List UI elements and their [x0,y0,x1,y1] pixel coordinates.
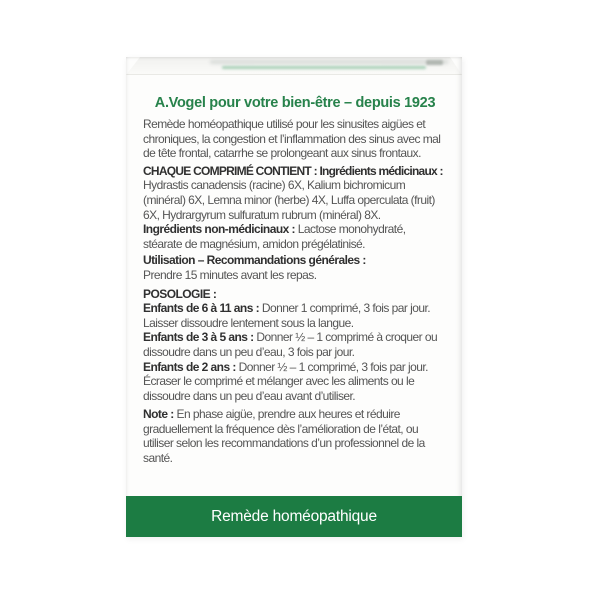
note-label: Note : [143,407,174,422]
posology-item-3-5-label: Enfants de 3 à 5 ans : [143,330,254,345]
bottom-band [126,496,462,537]
posology-item-3-5 [143,330,447,359]
note-paragraph [143,407,447,465]
posology-heading [143,287,447,302]
medicinal-ingredients-text: Hydrastis canadensis (racine) 6X, Kalium bichromicum (minéral) 6X, Lemna minor (herbe) 4X, Luffa operculata (fruit) 6X, Hydrargyrum sulfuratum rubrum (minéral) 8X. [143,178,435,222]
posology-label: POSOLOGIE : [143,286,217,301]
usage-text: Prendre 15 minutes avant les repas. [143,267,317,282]
lid-print-smudge-dark [426,60,443,65]
nonmedicinal-ingredients-text: Lactose monohydraté, stéarate de magnésium, amidon prégélatinisé. [143,222,406,251]
lid-print-smudge-green [222,66,426,69]
usage-heading [143,253,447,268]
contains-heading [143,164,447,179]
brand-tagline: A.Vogel pour votre bien-être – depuis 1923 [154,95,436,111]
nonmedicinal-ingredients [143,222,447,251]
posology-item-6-11 [143,301,447,330]
posology-item-6-11-text: Donner 1 comprimé, 3 fois par jour. Laisser dissoudre lentement sous la langue. [143,301,431,330]
medicinal-ingredients-label: Ingrédients médicinaux : [319,163,443,178]
note-text: En phase aigüe, prendre aux heures et réduire graduellement la fréquence dès l’amélioration de l’état, ou utiliser selon les recommandations d’un professionnel de la santé. [143,407,425,466]
lid-print-smudge-gray [210,60,448,64]
posology-item-2 [143,360,447,404]
intro-paragraph: Remède homéopathique utilisé pour les sinusites aigües et chroniques, la congestion et l’inflammation des sinus avec mal de tête frontal, catarrhe se prolongeant aux sinus frontaux. [143,117,441,161]
label-content [126,73,462,466]
posology-item-6-11-label: Enfants de 6 à 11 ans : [143,301,260,316]
product-box-back-panel [126,57,462,537]
posology-item-2-label: Enfants de 2 ans : [143,359,236,374]
posology-item-2-text: Donner ½ – 1 comprimé, 3 fois par jour. Écraser le comprimé et mélanger avec les aliments ou le dissoudre dans un peu d’eau avant d’utiliser. [143,359,428,403]
usage-label: Utilisation – Recommandations générales : [143,253,366,268]
posology-item-3-5-text: Donner ½ – 1 comprimé à croquer ou dissoudre dans un peu d’eau, 3 fois par jour. [143,330,438,359]
band-text: Remède homéopathique [211,507,377,525]
contains-label: CHAQUE COMPRIMÉ CONTIENT : [143,163,317,178]
nonmedicinal-ingredients-label: Ingrédients non-médicinaux : [143,222,295,237]
